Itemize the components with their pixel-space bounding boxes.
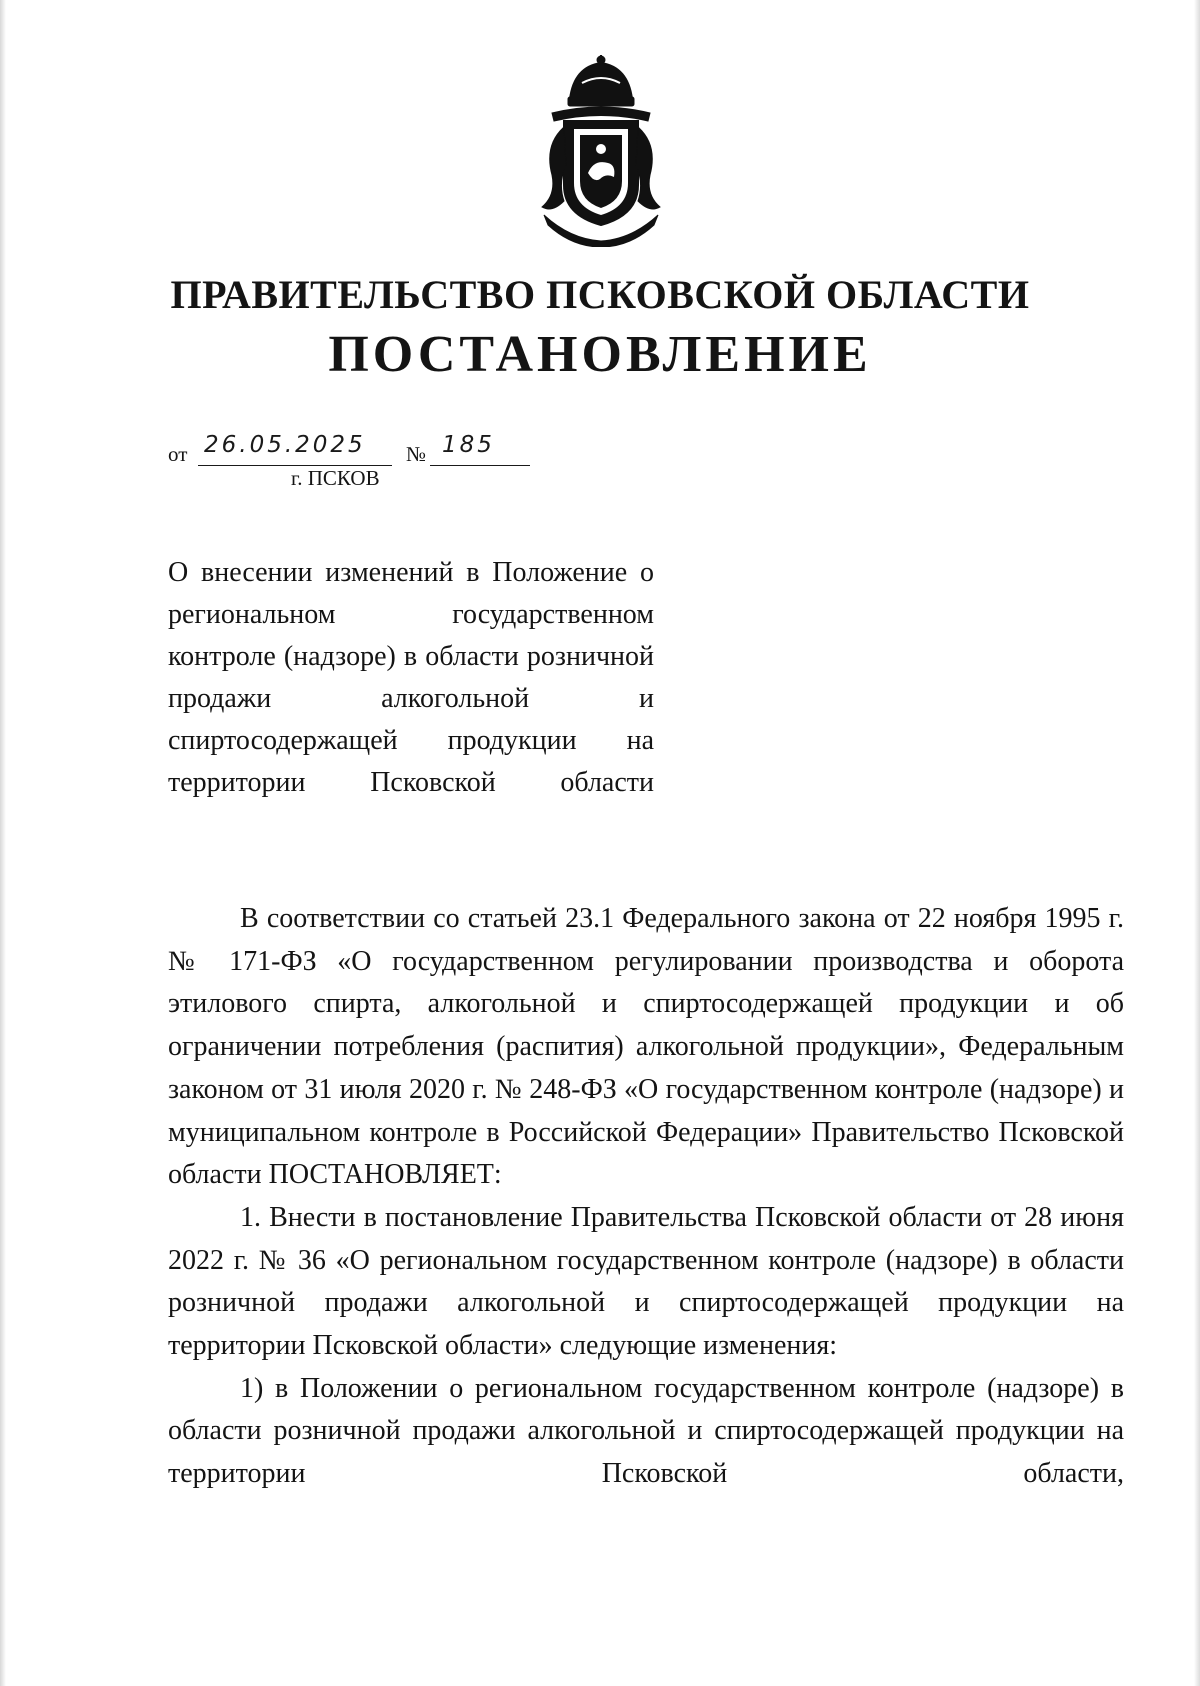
subject-text: О внесении изменений в Положение о региональном государственном контроле (надзоре) в области розничной продажи алкогольной и спиртосодержащей продукции на территории Псковской области [168,557,654,798]
government-name: ПРАВИТЕЛЬСТВО ПСКОВСКОЙ ОБЛАСТИ [170,272,1030,317]
handwritten-date: 26.05.2025 [204,432,366,458]
document-type: ПОСТАНОВЛЕНИЕ [328,326,872,383]
city: г. ПСКОВ [291,466,380,490]
preamble-paragraph: В соответствии со статьей 23.1 Федерального закона от 22 ноября 1995 г. № 171-ФЗ «О государственном регулировании производства и оборота этилового спирта, алкогольной и спиртосодержащей продукции и об ограничении потребления (распития) алкогольной продукции», Федеральным законом от 31 июля 2020 г. № 248-ФЗ «О государственном контроле (надзоре) и муниципальном контроле в Российской Федерации» Правительство Псковской области ПОСТАНОВЛЯЕТ: [168,903,1124,1191]
date-label: от [168,442,188,466]
item-1-paragraph: 1. Внести в постановление Правительства Псковской области от 28 июня 2022 г. № 36 «О региональном государственном контроле (надзоре) в области розничной продажи алкогольной и спиртосодержащей продукции на территории Псковской области» следующие изменения: [168,1201,1124,1362]
document-subject [168,552,654,804]
number-underline [430,465,530,466]
coat-of-arms-icon [530,55,672,247]
item-1-1-paragraph: 1) в Положении о региональном государственном контроле (надзоре) в области розничной продажи алкогольной и спиртосодержащей продукции на территории Псковской области, [168,1372,1124,1490]
scan-edge-right [1194,0,1200,1686]
scan-edge-left [0,0,6,1686]
handwritten-number: 185 [442,432,495,458]
document-body [168,898,1124,1496]
number-label: № [406,442,427,466]
